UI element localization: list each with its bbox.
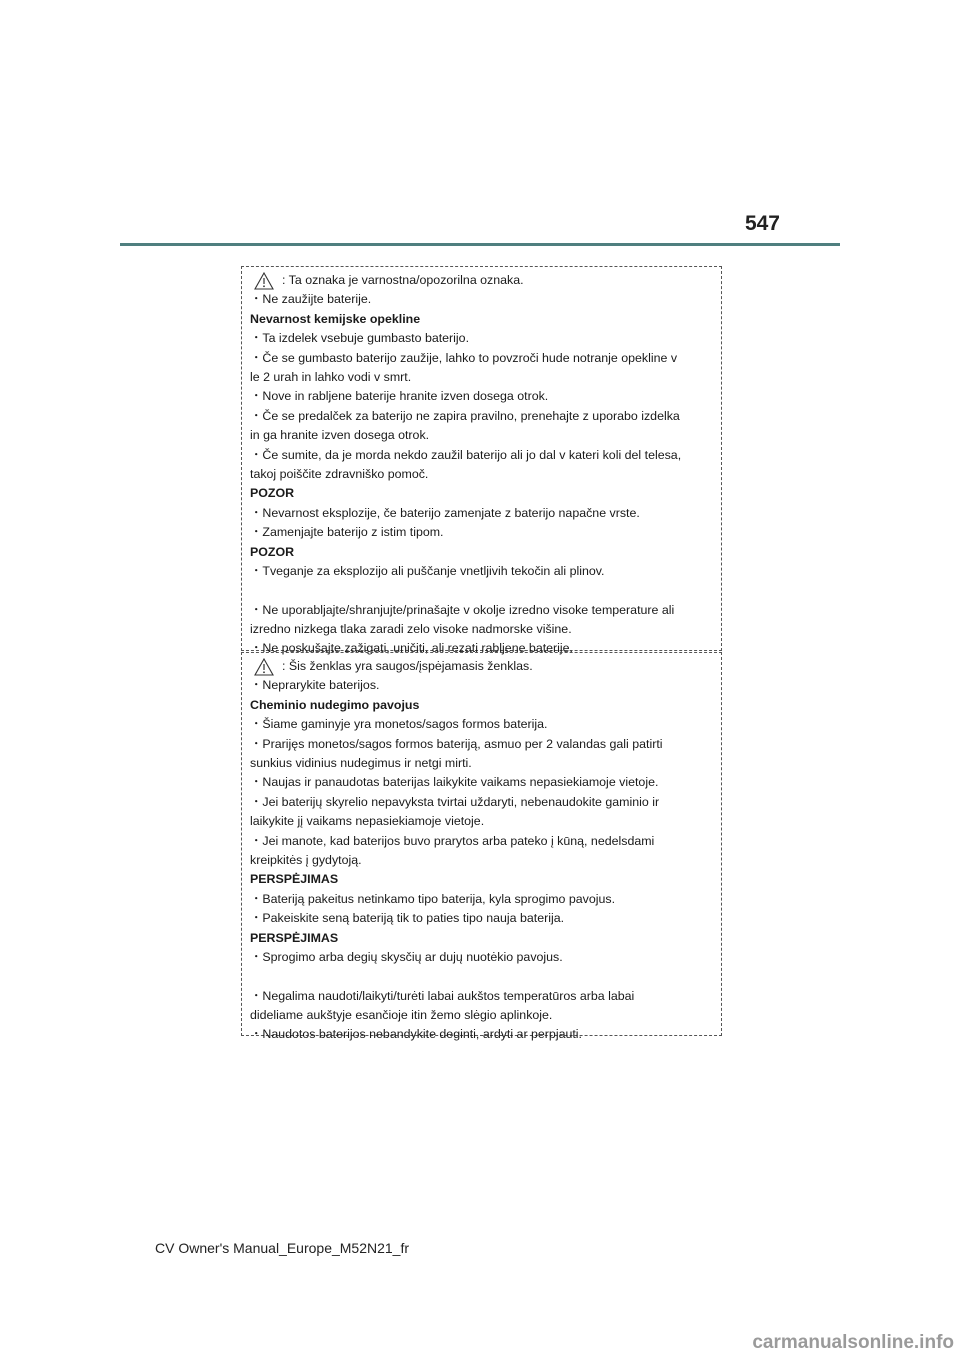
section-heading: POZOR bbox=[250, 486, 295, 501]
text-line: takoj poiščite zdravniško pomoč. bbox=[250, 467, 429, 482]
text-line: ・Šiame gaminyje yra monetos/sagos formos baterija. bbox=[250, 717, 548, 732]
text-line: kreipkitės į gydytoją. bbox=[250, 853, 362, 868]
text-line: ・Ta izdelek vsebuje gumbasto baterijo. bbox=[250, 331, 470, 346]
warning-triangle-icon bbox=[254, 272, 274, 290]
text-line: ・Ne zaužijte baterije. bbox=[250, 292, 372, 307]
text-line: in ga hranite izven dosega otrok. bbox=[250, 428, 430, 443]
watermark: carmanualsonline.info bbox=[752, 1332, 954, 1353]
text-line: ・Pakeiskite seną bateriją tik to paties tipo nauja baterija. bbox=[250, 911, 565, 926]
section-heading: PERSPĖJIMAS bbox=[250, 872, 339, 887]
section-heading: Nevarnost kemijske opekline bbox=[250, 311, 421, 326]
text-line: ・Nove in rabljene baterije hranite izven dosega otrok. bbox=[250, 389, 549, 404]
text-line: ・Naudotos baterijos nebandykite deginti, ardyti ar perpjauti. bbox=[250, 1027, 582, 1042]
section-heading: Cheminio nudegimo pavojus bbox=[250, 697, 420, 712]
text-line: ・Sprogimo arba degių skysčių ar dujų nuotėkio pavojus. bbox=[250, 950, 563, 965]
text-line: ・Ne poskušajte zažigati, uničiti, ali rezati rabljene baterije. bbox=[250, 641, 574, 656]
text-line: ・Jei baterijų skyrelio nepavyksta tvirtai uždaryti, nebenaudokite gaminio ir bbox=[250, 794, 660, 809]
text-line: le 2 urah in lahko vodi v smrt. bbox=[250, 370, 412, 385]
text-line: ・Naujas ir panaudotas baterijas laikykite vaikams nepasiekiamoje vietoje. bbox=[250, 775, 659, 790]
text-line: ・Če sumite, da je morda nekdo zaužil baterijo ali jo dal v kateri koli del telesa, bbox=[250, 447, 682, 462]
text-line: ・Tveganje za eksplozijo ali puščanje vnetljivih tekočin ali plinov. bbox=[250, 564, 605, 579]
warning-box-content bbox=[250, 657, 712, 1045]
text-line: ・Če se predalček za baterijo ne zapira pravilno, prenehajte z uporabo izdelka bbox=[250, 408, 680, 423]
warning-line bbox=[250, 657, 712, 676]
warning-label: : Šis ženklas yra saugos/įspėjamasis ženklas. bbox=[282, 659, 533, 673]
text-line: ・Če se gumbasto baterijo zaužije, lahko to povzroči hude notranje opekline v bbox=[250, 350, 678, 365]
blank-line bbox=[250, 968, 712, 987]
warning-box-content bbox=[250, 271, 712, 659]
warning-box-slovenian bbox=[241, 266, 722, 656]
text-line: ・Bateriją pakeitus netinkamo tipo baterija, kyla sprogimo pavojus. bbox=[250, 891, 616, 906]
warning-line bbox=[250, 271, 712, 290]
section-heading: POZOR bbox=[250, 544, 295, 559]
text-line: ・Prarijęs monetos/sagos formos bateriją, asmuo per 2 valandas gali patirti bbox=[250, 736, 663, 751]
text-line: ・Ne uporabljajte/shranjujte/prinašajte v okolje izredno visoke temperature ali bbox=[250, 602, 675, 617]
text-line: sunkius vidinius nudegimus ir netgi mirti. bbox=[250, 756, 472, 771]
page-number: 547 bbox=[744, 212, 780, 235]
text-line: ・Jei manote, kad baterijos buvo prarytos arba pateko į kūną, nedelsdami bbox=[250, 833, 655, 848]
text-line: ・Nevarnost eksplozije, če baterijo zamenjate z baterijo napačne vrste. bbox=[250, 505, 640, 520]
text-line: izredno nizkega tlaka zaradi zelo visoke nadmorske višine. bbox=[250, 621, 572, 636]
section-lines bbox=[250, 676, 712, 1044]
footer-manual-id: CV Owner's Manual_Europe_M52N21_fr bbox=[155, 1240, 410, 1256]
header-rule bbox=[120, 243, 840, 246]
text-line: dideliame aukštyje esančioje itin žemo slėgio aplinkoje. bbox=[250, 1007, 553, 1022]
blank-line bbox=[250, 582, 712, 601]
text-line: laikykite jį vaikams nepasiekiamoje vietoje. bbox=[250, 814, 485, 829]
text-line: ・Zamenjajte baterijo z istim tipom. bbox=[250, 525, 444, 540]
text-line: ・Negalima naudoti/laikyti/turėti labai aukštos temperatūros arba labai bbox=[250, 988, 635, 1003]
warning-box-lithuanian bbox=[241, 652, 722, 1042]
section-heading: PERSPĖJIMAS bbox=[250, 930, 339, 945]
section-lines bbox=[250, 290, 712, 658]
warning-label: : Ta oznaka je varnostna/opozorilna oznaka. bbox=[282, 273, 524, 287]
warning-triangle-icon bbox=[254, 658, 274, 676]
text-line: ・Neprarykite baterijos. bbox=[250, 678, 380, 693]
